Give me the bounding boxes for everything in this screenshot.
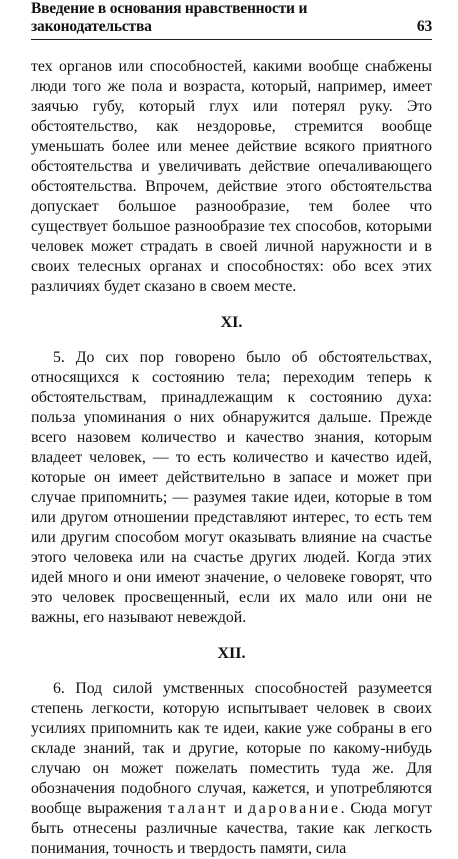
- paragraph-6-text-start: 6. Под силой умственных способностей разумеется степень легкости, которую испытывает человек в своих усилиях припомнить как те идеи, какие уже собраны в его складе знаний, так и другие, которые по какому-нибудь случаю он может пожелать поместить туда же. Для обозначения подобного случая, кажется, и употребляются вообще выражения: [31, 680, 432, 817]
- paragraph-6-text-end: . Сюда могут быть отнесены различные качества, такие как легкость понимания, точность и твердость памяти, сила: [31, 800, 432, 857]
- paragraph-continued: тех органов или способностей, какими вообще снабжены люди того же пола и возраста, который, например, имеет заячью губу, который глух или потерял руку. Это обстоятельство, как нездоровье, стремится вообще уменьшать более или менее действие всякого приятного обстоятельства и увеличивать действие опечаливающего обстоятельства. Впрочем, действие этого обстоятельства допускает большое разнообразие, тем более что существует большое разнообразие тех способов, которыми человек может страдать в своей личной наружности и в своих телесных органах и способностях: обо всех этих различиях будет сказано в своем месте.: [31, 58, 432, 295]
- term-endowment: дарование: [248, 800, 341, 817]
- section-heading-xii: XII.: [217, 645, 246, 662]
- page-body: [31, 57, 432, 859]
- running-title: Введение в основания нравственности и законодательства: [31, 0, 308, 35]
- running-header: [31, 0, 432, 40]
- paragraph-6-conjunction: и: [228, 800, 249, 817]
- section-heading-xi: XI.: [220, 314, 243, 331]
- term-talent: талант: [167, 800, 229, 817]
- paragraph-5: 5. До сих пор говорено было об обстоятельствах, относящихся к состоянию тела; переходим теперь к обстоятельствам, принадлежащим к состоянию духа: польза упоминания о них обнаружится дальше. Прежде всего назовем количество и качество знания, которым владеет человек, — то есть количество и качество идей, которые он имеет действительно в запасе и может при случае припомнить; — разумея такие идеи, которые в том или другом отношении представляют интерес, то есть тем или другим способом могут оказывать влияние на счастье этого человека или на счастье других людей. Когда этих идей много и они имеют значение, о человеке говорят, что это человек просвещенный, если их мало или они не важны, его называют невеждой.: [31, 349, 432, 626]
- paragraph-6: [31, 679, 432, 859]
- page-number: 63: [416, 18, 432, 35]
